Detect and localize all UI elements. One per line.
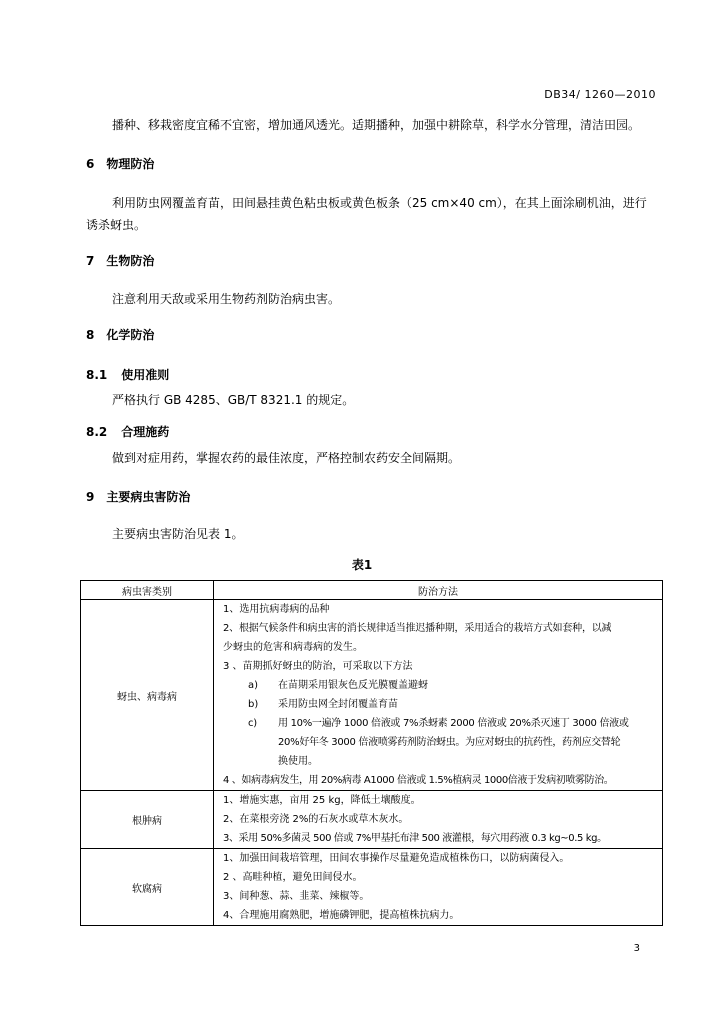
section-number: 7 <box>86 254 95 268</box>
method-line: 3、采用 50%多菌灵 500 倍或 7%甲基托布津 500 液灌根，每穴用药液 0.3 kg~0.5 kg。 <box>223 833 607 844</box>
method-line: 少蚜虫的危害和病毒病的发生。 <box>223 642 363 653</box>
subitem-label: b) <box>248 699 259 710</box>
section-8-1-heading <box>86 366 169 383</box>
method-cell <box>214 791 663 849</box>
subitem-text: 用 10%一遍净 1000 倍液或 7%杀蚜素 2000 倍液或 20%杀灭速丁 3000 倍液或 <box>278 718 629 729</box>
category-cell: 根肿病 <box>81 791 214 849</box>
table-caption: 表1 <box>351 558 373 572</box>
category-cell: 软腐病 <box>81 849 214 926</box>
section-number: 9 <box>86 490 95 504</box>
document-code: DB34/ 1260—2010 <box>544 88 656 101</box>
method-line: 3、间种葱、蒜、韭菜、辣椒等。 <box>223 891 370 902</box>
table-row <box>81 849 663 926</box>
method-line: 1、选用抗病毒病的品种 <box>223 604 330 615</box>
method-line: 换使用。 <box>278 756 318 767</box>
section-9-text: 主要病虫害防治见表 1。 <box>112 527 244 541</box>
column-header-method: 防治方法 <box>214 581 663 600</box>
section-6-heading <box>86 155 154 172</box>
section-8-1-text: 严格执行 GB 4285、GB/T 8321.1 的规定。 <box>112 393 355 407</box>
method-line: 4 、如病毒病发生，用 20%病毒 A1000 倍液或 1.5%植病灵 1000倍液于发病初喷雾防治。 <box>223 775 614 786</box>
section-number: 8.1 <box>86 368 108 382</box>
section-number: 8 <box>86 328 95 342</box>
method-cell <box>214 600 663 791</box>
method-line: 2 、高畦种植，避免田间侵水。 <box>223 872 363 883</box>
section-7-text: 注意利用天敌或采用生物药剂防治病虫害。 <box>112 292 341 306</box>
page-number: 3 <box>633 943 640 954</box>
section-8-2-text: 做到对症用药，掌握农药的最佳浓度，严格控制农药安全间隔期。 <box>112 451 461 465</box>
subitem-text: 采用防虫网全封闭覆盖育苗 <box>278 699 398 710</box>
method-line: 1、增施实惠，亩用 25 kg，降低土壤酸度。 <box>223 795 421 806</box>
method-subitem <box>214 714 662 733</box>
intro-paragraph: 播种、移栽密度宜稀不宜密，增加通风透光。适期播种，加强中耕除草，科学水分管理，清洁田园。 <box>112 118 641 132</box>
section-number: 6 <box>86 157 95 171</box>
section-title: 主要病虫害防治 <box>106 490 191 504</box>
section-title: 合理施药 <box>121 425 170 439</box>
section-8-2-heading <box>86 423 169 440</box>
method-cell <box>214 849 663 926</box>
method-line: 4、合理施用腐熟肥，增施磷钾肥，提高植株抗病力。 <box>223 910 460 921</box>
category-cell: 蚜虫、病毒病 <box>81 600 214 791</box>
section-8-heading <box>86 326 154 343</box>
method-line: 2、根据气候条件和病虫害的消长规律适当推迟播种期，采用适合的栽培方式如套种，以减 <box>223 623 612 634</box>
method-subitem <box>214 695 662 714</box>
section-title: 生物防治 <box>106 254 155 268</box>
section-7-heading <box>86 252 154 269</box>
section-9-heading <box>86 488 190 505</box>
method-line: 1、加强田间栽培管理，田间农事操作尽量避免造成植株伤口，以防病菌侵入。 <box>223 853 570 864</box>
table-row <box>81 600 663 791</box>
method-subitem <box>214 676 662 695</box>
subitem-text: 在苗期采用银灰色反光膜覆盖避蚜 <box>278 680 428 691</box>
column-header-category: 病虫害类别 <box>81 581 214 600</box>
subitem-label: a) <box>248 680 259 691</box>
section-6-text: 利用防虫网覆盖育苗，田间悬挂黄色粘虫板或黄色板条（25 cm×40 cm），在其上面涂刷机油，进行诱杀蚜虫。 <box>86 196 647 232</box>
section-title: 物理防治 <box>106 157 155 171</box>
section-title: 使用准则 <box>121 368 170 382</box>
method-line: 2、在菜根旁浇 2%的石灰水或草木灰水。 <box>223 814 409 825</box>
table-header-row <box>81 581 663 600</box>
section-number: 8.2 <box>86 425 108 439</box>
table-row <box>81 791 663 849</box>
subitem-label: c) <box>248 718 257 729</box>
section-title: 化学防治 <box>106 328 155 342</box>
method-line: 20%好年冬 3000 倍液喷雾药剂防治蚜虫。为应对蚜虫的抗药性，药剂应交替轮 <box>278 737 621 748</box>
method-line: 3 、苗期抓好蚜虫的防治，可采取以下方法 <box>223 661 413 672</box>
pest-control-table <box>80 580 663 926</box>
